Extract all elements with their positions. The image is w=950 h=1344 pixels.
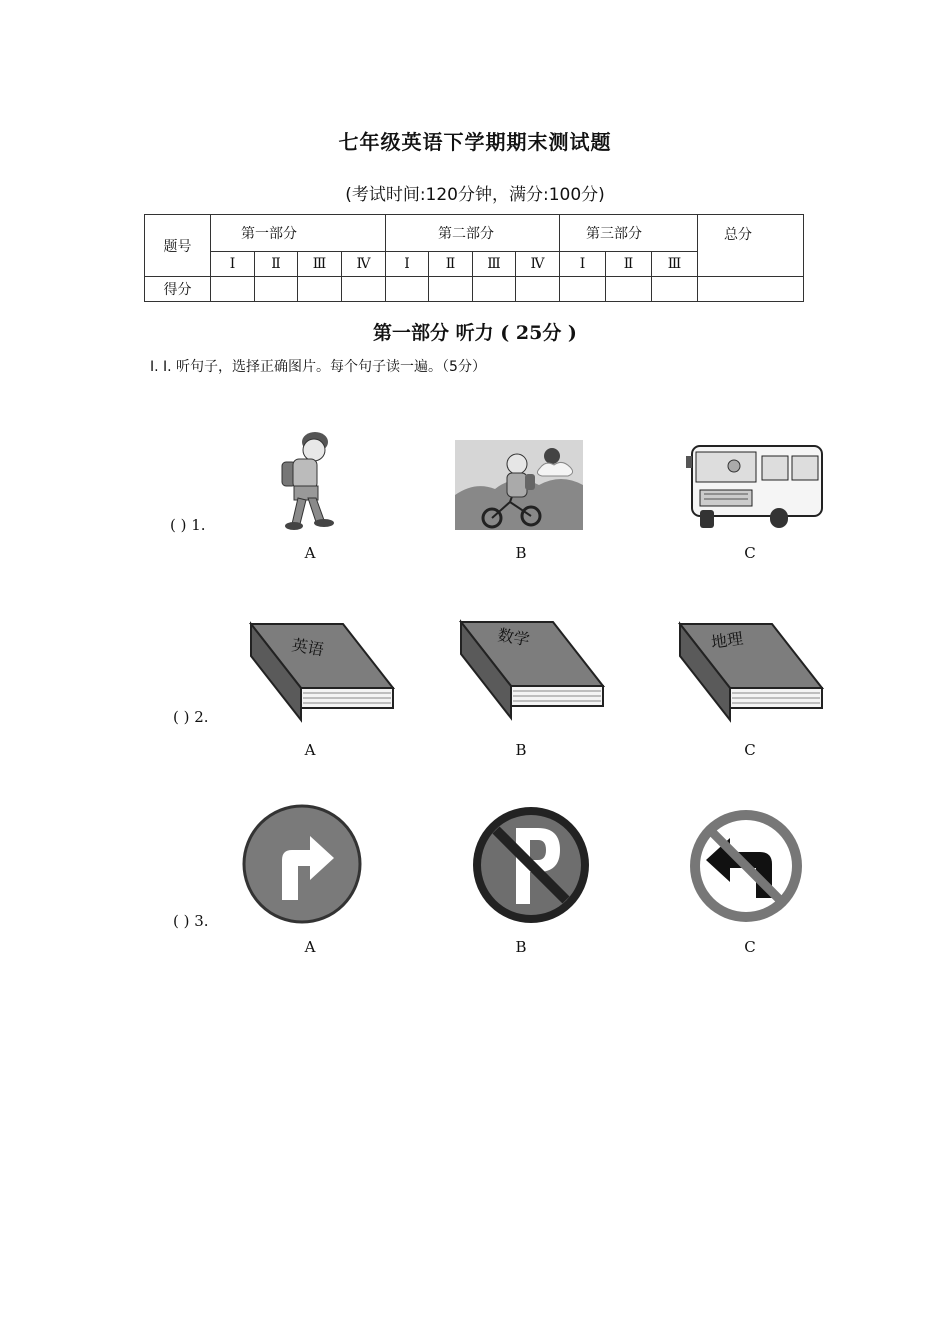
part2-sub-3: Ⅲ xyxy=(473,252,516,277)
score-input-cell[interactable] xyxy=(211,277,255,302)
question-2-label[interactable]: ( ) 2. xyxy=(173,708,209,726)
part1-header: 第一部分 xyxy=(211,215,386,252)
part1-sub-3: Ⅲ xyxy=(298,252,342,277)
q1-option-a[interactable]: A xyxy=(304,544,316,562)
score-input-cell[interactable] xyxy=(386,277,429,302)
instruction-text: Ⅰ. Ⅰ. 听句子，选择正确图片。每个句子读一遍。（5分） xyxy=(150,359,486,375)
score-input-cell[interactable] xyxy=(516,277,560,302)
part3-header: 第三部分 xyxy=(560,215,698,252)
q1-option-b[interactable]: B xyxy=(515,544,527,562)
score-input-cell[interactable] xyxy=(606,277,652,302)
exam-title: 七年级英语下学期期末测试题 xyxy=(338,130,612,154)
score-input-cell[interactable] xyxy=(473,277,516,302)
book-title-math: 数学 xyxy=(496,625,532,650)
part1-sub-2: Ⅱ xyxy=(255,252,298,277)
english-book-image[interactable] xyxy=(243,620,395,726)
part2-sub-2: Ⅱ xyxy=(429,252,473,277)
score-input-cell[interactable] xyxy=(342,277,386,302)
total-score-cell[interactable] xyxy=(698,277,804,302)
q3-option-b[interactable]: B xyxy=(515,938,527,956)
part3-sub-3: Ⅲ xyxy=(652,252,698,277)
score-input-cell[interactable] xyxy=(255,277,298,302)
exam-subtitle: (考试时间:120分钟，满分:100分) xyxy=(345,185,605,205)
part3-sub-1: Ⅰ xyxy=(560,252,606,277)
part1-sub-4: Ⅳ xyxy=(342,252,386,277)
part1-sub-1: Ⅰ xyxy=(211,252,255,277)
q2-option-b[interactable]: B xyxy=(515,741,527,759)
q3-option-a[interactable]: A xyxy=(304,938,316,956)
score-input-cell[interactable] xyxy=(429,277,473,302)
score-label-cell: 得分 xyxy=(145,277,211,302)
part3-sub-2: Ⅱ xyxy=(606,252,652,277)
score-input-cell[interactable] xyxy=(560,277,606,302)
book-title-english: 英语 xyxy=(290,635,326,660)
bus-image[interactable] xyxy=(686,442,826,530)
boy-riding-bike-image[interactable] xyxy=(455,440,583,530)
q3-option-c[interactable]: C xyxy=(744,938,756,956)
part2-sub-1: Ⅰ xyxy=(386,252,429,277)
geography-book-image[interactable] xyxy=(672,620,824,726)
question-1-label[interactable]: ( ) 1. xyxy=(170,516,206,534)
section-title: 第一部分 听力 ( 25分 ) xyxy=(373,322,577,344)
part2-header: 第二部分 xyxy=(386,215,560,252)
no-parking-sign-icon[interactable] xyxy=(470,804,592,926)
q2-option-c[interactable]: C xyxy=(744,741,756,759)
q2-option-a[interactable]: A xyxy=(304,741,316,759)
score-input-cell[interactable] xyxy=(298,277,342,302)
walking-boy-image[interactable] xyxy=(268,428,348,532)
q1-option-c[interactable]: C xyxy=(744,544,756,562)
total-header: 总分 xyxy=(698,215,804,277)
turn-right-sign-icon[interactable] xyxy=(240,802,364,926)
score-table xyxy=(144,214,804,302)
question-3-label[interactable]: ( ) 3. xyxy=(173,912,209,930)
score-input-cell[interactable] xyxy=(652,277,698,302)
math-book-image[interactable] xyxy=(453,618,605,724)
no-left-turn-sign-icon[interactable] xyxy=(686,806,806,926)
book-title-geography: 地理 xyxy=(709,628,745,652)
row-header-cell: 题号 xyxy=(145,215,211,277)
part2-sub-4: Ⅳ xyxy=(516,252,560,277)
